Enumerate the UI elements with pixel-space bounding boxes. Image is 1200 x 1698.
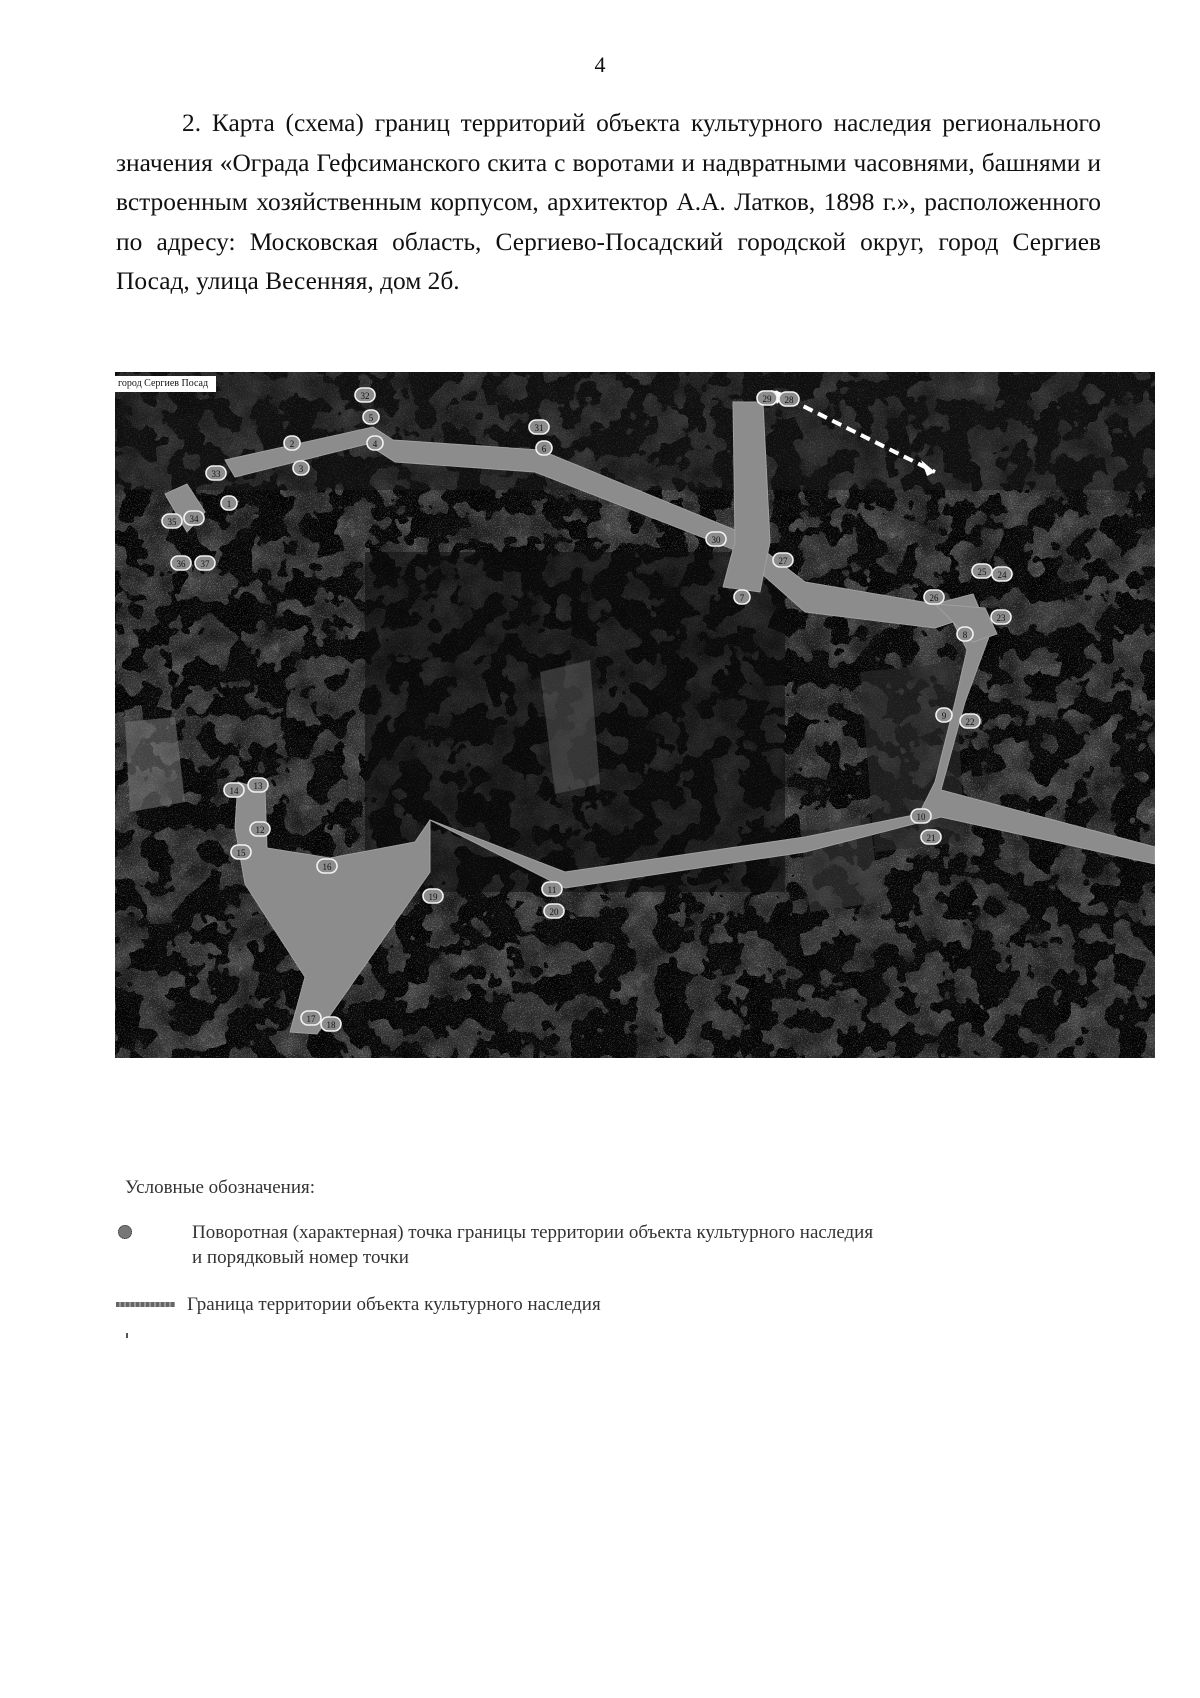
svg-text:17: 17 (306, 1014, 316, 1024)
boundary-point (706, 532, 726, 546)
svg-text:2: 2 (289, 439, 295, 449)
svg-text:18: 18 (326, 1020, 336, 1030)
svg-text:8: 8 (962, 630, 968, 640)
boundary-point (936, 708, 952, 722)
legend-point-label: Поворотная (характерная) точка границы территории объекта культурного наследия и порядковый номер точки (192, 1222, 874, 1268)
svg-text:6: 6 (541, 444, 547, 454)
svg-text:29: 29 (762, 394, 772, 404)
legend-boundary-label: Граница территории объекта культурного наследия (187, 1294, 601, 1315)
svg-text:10: 10 (916, 812, 926, 822)
boundary-point (248, 778, 268, 792)
boundary-point (321, 1017, 341, 1031)
svg-text:16: 16 (322, 862, 332, 872)
boundary-line-icon (116, 1302, 175, 1307)
svg-text:28: 28 (784, 395, 794, 405)
svg-text:20: 20 (549, 907, 559, 917)
aerial-photo-backdrop (115, 372, 1155, 1058)
boundary-point (542, 882, 562, 896)
boundary-point (317, 859, 337, 873)
svg-text:33: 33 (211, 469, 221, 479)
map-canvas (115, 372, 1155, 1058)
svg-text:5: 5 (368, 413, 374, 423)
legend-title: Условные обозначения: (125, 1177, 316, 1198)
boundary-point (171, 556, 191, 570)
boundary-point (991, 610, 1011, 624)
svg-text:21: 21 (926, 833, 936, 843)
boundary-point (536, 441, 552, 455)
boundary-point (367, 436, 383, 450)
boundary-point (911, 809, 931, 823)
svg-text:4: 4 (372, 439, 378, 449)
svg-text:25: 25 (977, 567, 987, 577)
svg-text:24: 24 (997, 570, 1007, 580)
boundary-point (195, 556, 215, 570)
map-place-tag: город Сергиев Посад (115, 376, 216, 392)
boundary-point (423, 889, 443, 903)
svg-text:30: 30 (711, 535, 721, 545)
page-number: 4 (594, 52, 606, 77)
boundary-point (757, 391, 777, 405)
svg-text:26: 26 (929, 593, 939, 603)
svg-text:36: 36 (176, 559, 186, 569)
boundary-point (184, 511, 204, 525)
svg-text:7: 7 (739, 593, 745, 603)
svg-text:31: 31 (534, 423, 544, 433)
boundary-point (957, 627, 973, 641)
svg-text:23: 23 (996, 613, 1006, 623)
boundary-point (779, 392, 799, 406)
svg-text:9: 9 (941, 711, 947, 721)
svg-text:3: 3 (298, 464, 304, 474)
boundary-point (960, 714, 980, 728)
svg-text:14: 14 (229, 786, 239, 796)
boundary-point (231, 845, 251, 859)
scan-mark (126, 1333, 128, 1338)
point-marker-icon (118, 1225, 132, 1239)
svg-text:22: 22 (965, 717, 975, 727)
boundary-point (924, 590, 944, 604)
svg-text:35: 35 (167, 517, 177, 527)
boundary-point (293, 461, 309, 475)
map-scheme (115, 372, 1155, 1058)
boundary-point (972, 564, 992, 578)
svg-text:12: 12 (255, 825, 265, 835)
document-heading: 2. Карта (схема) границ территорий объекта культурного наследия регионального значения «Ограда Гефсиманского скита с воротами и надвратными часовнями, башнями и встроенным хозяйственным корпусом, архитектор А.А. Латков, 1898 г.», расположенного по адресу: Московская область, Сергиево-Посадский городской округ, город Сергиев Посад, улица Весенняя, дом 2б. (116, 109, 1101, 295)
boundary-point (734, 590, 750, 604)
boundary-point (162, 514, 182, 528)
boundary-point (206, 466, 226, 480)
building-block (125, 717, 185, 812)
svg-text:11: 11 (547, 885, 557, 895)
boundary-point (773, 553, 793, 567)
svg-text:34: 34 (189, 514, 199, 524)
svg-text:27: 27 (778, 556, 788, 566)
svg-text:13: 13 (253, 781, 263, 791)
boundary-point (284, 436, 300, 450)
boundary-point (224, 783, 244, 797)
boundary-point (544, 904, 564, 918)
svg-text:32: 32 (360, 391, 370, 401)
svg-text:19: 19 (428, 892, 438, 902)
boundary-point (355, 388, 375, 402)
svg-text:15: 15 (236, 848, 246, 858)
svg-text:37: 37 (200, 559, 210, 569)
boundary-point (921, 830, 941, 844)
boundary-point (529, 420, 549, 434)
boundary-point (250, 822, 270, 836)
svg-text:1: 1 (226, 499, 232, 509)
boundary-point (992, 567, 1012, 581)
boundary-point (221, 496, 237, 510)
boundary-point (301, 1011, 321, 1025)
boundary-point (363, 410, 379, 424)
